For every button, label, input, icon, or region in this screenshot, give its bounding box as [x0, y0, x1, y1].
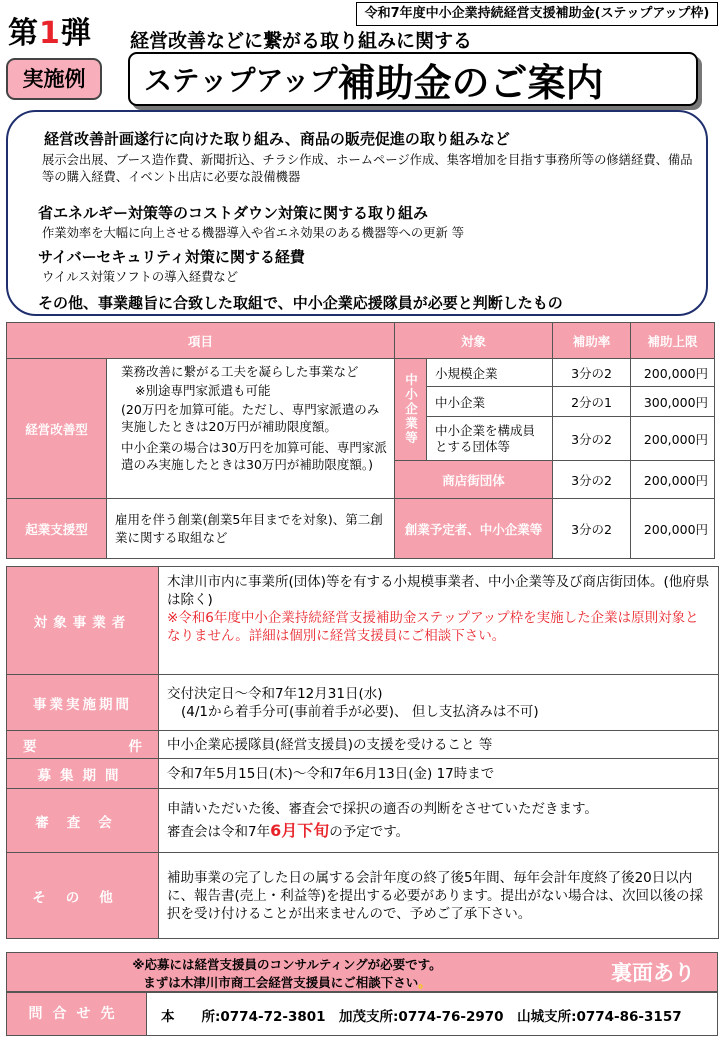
table-row	[7, 789, 719, 853]
details-table	[6, 566, 719, 939]
keiei-desc-1: 業務改善に繋がる工夫を凝らした事業など	[121, 364, 359, 379]
yoken-b: 件	[128, 738, 142, 755]
header-limit: 補助上限	[631, 323, 715, 359]
label-kikan: 事業実施期間	[7, 675, 159, 731]
target-small: 小規模企業	[427, 359, 553, 387]
table-row	[7, 675, 719, 731]
back-side-label: 裏面あり	[611, 961, 695, 985]
example-detail-2: 作業効率を大幅に向上させる機器導入や省エネ効果のある機器等への更新 等	[42, 226, 465, 240]
table-header-row	[7, 323, 715, 359]
example-heading-4: その他、事業趣旨に合致した取組で、中小企業応援隊員が必要と判断したもの	[38, 294, 563, 312]
shinsa-line1: 申請いただいた後、審査会で採択の適否の判断をさせていただきます。	[167, 801, 598, 817]
label-sonota: その他	[7, 853, 159, 939]
sonota-text: 補助事業の完了した日の属する会計年度の終了後5年間、毎年会計年度終了後20日以内に、報告書(売上・利益等)を提出する必要があります。提出がない場合は、次回以後の採択を受け付けることが出来ませんので、予めご了承下さい。	[159, 853, 719, 939]
yoken-text: 中小企業応援隊員(経営支援員)の支援を受けること 等	[159, 731, 719, 759]
limit-group: 200,000円	[631, 417, 715, 461]
shinsa-line2	[167, 822, 710, 841]
header-target: 対象	[395, 323, 553, 359]
example-heading-1: 経営改善計画遂行に向けた取り組み、商品の販売促進の取り組みなど	[44, 130, 510, 148]
table-row	[7, 567, 719, 675]
subheading: 経営改善などに繋がる取り組みに関する	[130, 30, 473, 52]
limit-small: 200,000円	[631, 359, 715, 387]
taisho-note: ※令和6年度中小企業持続経営支援補助金ステップアップ枠を実施した企業は原則対象となりません。詳細は個別に経営支援員にご相談下さい。	[167, 610, 699, 644]
kikan-content	[159, 675, 719, 731]
example-heading-2: 省エネルギー対策等のコストダウン対策に関する取り組み	[38, 204, 429, 222]
kikan-line2: (4/1から着手分可(事前着手が必要)、 但し支払済みは不可)	[181, 703, 539, 720]
examples-badge: 実施例	[6, 58, 102, 100]
shinsa-line2-c: の予定です。	[329, 824, 410, 840]
rate-group: 3分の2	[553, 417, 631, 461]
limit-kigyo: 200,000円	[631, 499, 715, 559]
kigyo-description: 雇用を伴う創業(創業5年目までを対象)、第二創業に関する取組など	[107, 499, 395, 559]
table-row	[7, 759, 719, 789]
sme-group-label: 中小企業等	[403, 373, 419, 446]
boshu-text: 令和7年5月15日(木)～令和7年6月13日(金) 17時まで	[159, 759, 719, 789]
shinsa-content	[159, 789, 719, 853]
rate-kigyo: 3分の2	[553, 499, 631, 559]
sme-group-cell	[395, 359, 427, 461]
taisho-text: 木津川市内に事業所(団体)等を有する小規模事業者、中小企業等及び商店街団体。(他府県は除く)	[167, 574, 710, 608]
target-group: 中小企業を構成員とする団体等	[427, 417, 553, 461]
note-line2-text: まずは木津川市商工会経営支援員にご相談下さい	[143, 975, 419, 990]
target-shoten: 商店街団体	[395, 461, 553, 499]
rate-shoten: 3分の2	[553, 461, 631, 499]
example-detail-3: ウイルス対策ソフトの導入経費など	[42, 270, 239, 284]
subsidy-rate-table	[6, 322, 715, 559]
label-shinsa: 審査会	[7, 789, 159, 853]
keiei-description	[107, 359, 395, 499]
label-taisho: 対象事業者	[7, 567, 159, 675]
keiei-desc-4: 中小企業の場合は30万円を加算可能、専門家派遣のみ実施したときは30万円が補助限度額。)	[121, 440, 387, 472]
vol-suffix: 弾	[60, 16, 92, 51]
vol-number: 1	[39, 16, 61, 51]
type-keiei: 経営改善型	[7, 359, 107, 499]
main-title-banner	[128, 52, 698, 106]
table-row	[7, 359, 715, 387]
vol-prefix: 第	[8, 16, 39, 51]
taisho-content	[159, 567, 719, 675]
note-line2	[7, 973, 567, 991]
volume-label	[8, 8, 92, 52]
consultation-note	[6, 952, 718, 992]
shinsa-date: 6月下旬	[270, 821, 330, 840]
rate-small: 3分の2	[553, 359, 631, 387]
target-sme: 中小企業	[427, 387, 553, 417]
kikan-line1: 交付決定日～令和7年12月31日(水)	[167, 685, 383, 702]
target-kigyo: 創業予定者、中小企業等	[395, 499, 553, 559]
table-row	[7, 731, 719, 759]
contact-label: 問合せ先	[7, 993, 147, 1035]
keiei-desc-2: ※別途専門家派遣も可能	[135, 383, 271, 398]
yoken-a: 要	[23, 738, 37, 755]
keiei-desc-3: (20万円を加算可能。ただし、専門家派遣のみ実施したときは20万円が補助限度額。	[121, 402, 380, 434]
table-row	[7, 499, 715, 559]
title-part-b: 補助金のご案内	[337, 60, 604, 105]
rate-sme: 2分の1	[553, 387, 631, 417]
program-title-box: 令和7年度中小企業持続経営支援補助金(ステップアップ枠)	[356, 2, 718, 26]
header-item: 項目	[7, 323, 395, 359]
note-line1: ※応募には経営支援員のコンサルティングが必要です。	[132, 957, 442, 972]
table-row	[7, 853, 719, 939]
shinsa-line2-a: 審査会は令和7年	[167, 824, 271, 840]
contact-phones: 本 所:0774-72-3801 加茂支所:0774-76-2970 山城支所:0774-86-3157	[161, 1009, 682, 1025]
note-line2-dot: 。	[418, 975, 431, 990]
type-kigyo: 起業支援型	[7, 499, 107, 559]
example-detail-1: 展示会出展、ブース造作費、新聞折込、チラシ作成、ホームページ作成、集客増加を目指す事務所等の修繕経費、備品等の購入経費、イベント出店に必要な設備機器	[42, 153, 693, 184]
header-rate: 補助率	[553, 323, 631, 359]
contact-row	[6, 992, 718, 1036]
label-boshu: 募集期間	[7, 759, 159, 789]
limit-sme: 300,000円	[631, 387, 715, 417]
label-yoken	[7, 731, 159, 759]
limit-shoten: 200,000円	[631, 461, 715, 499]
example-heading-3: サイバーセキュリティ対策に関する経費	[38, 248, 305, 266]
title-part-a: ステップアップ	[144, 64, 338, 97]
examples-box	[6, 110, 708, 316]
